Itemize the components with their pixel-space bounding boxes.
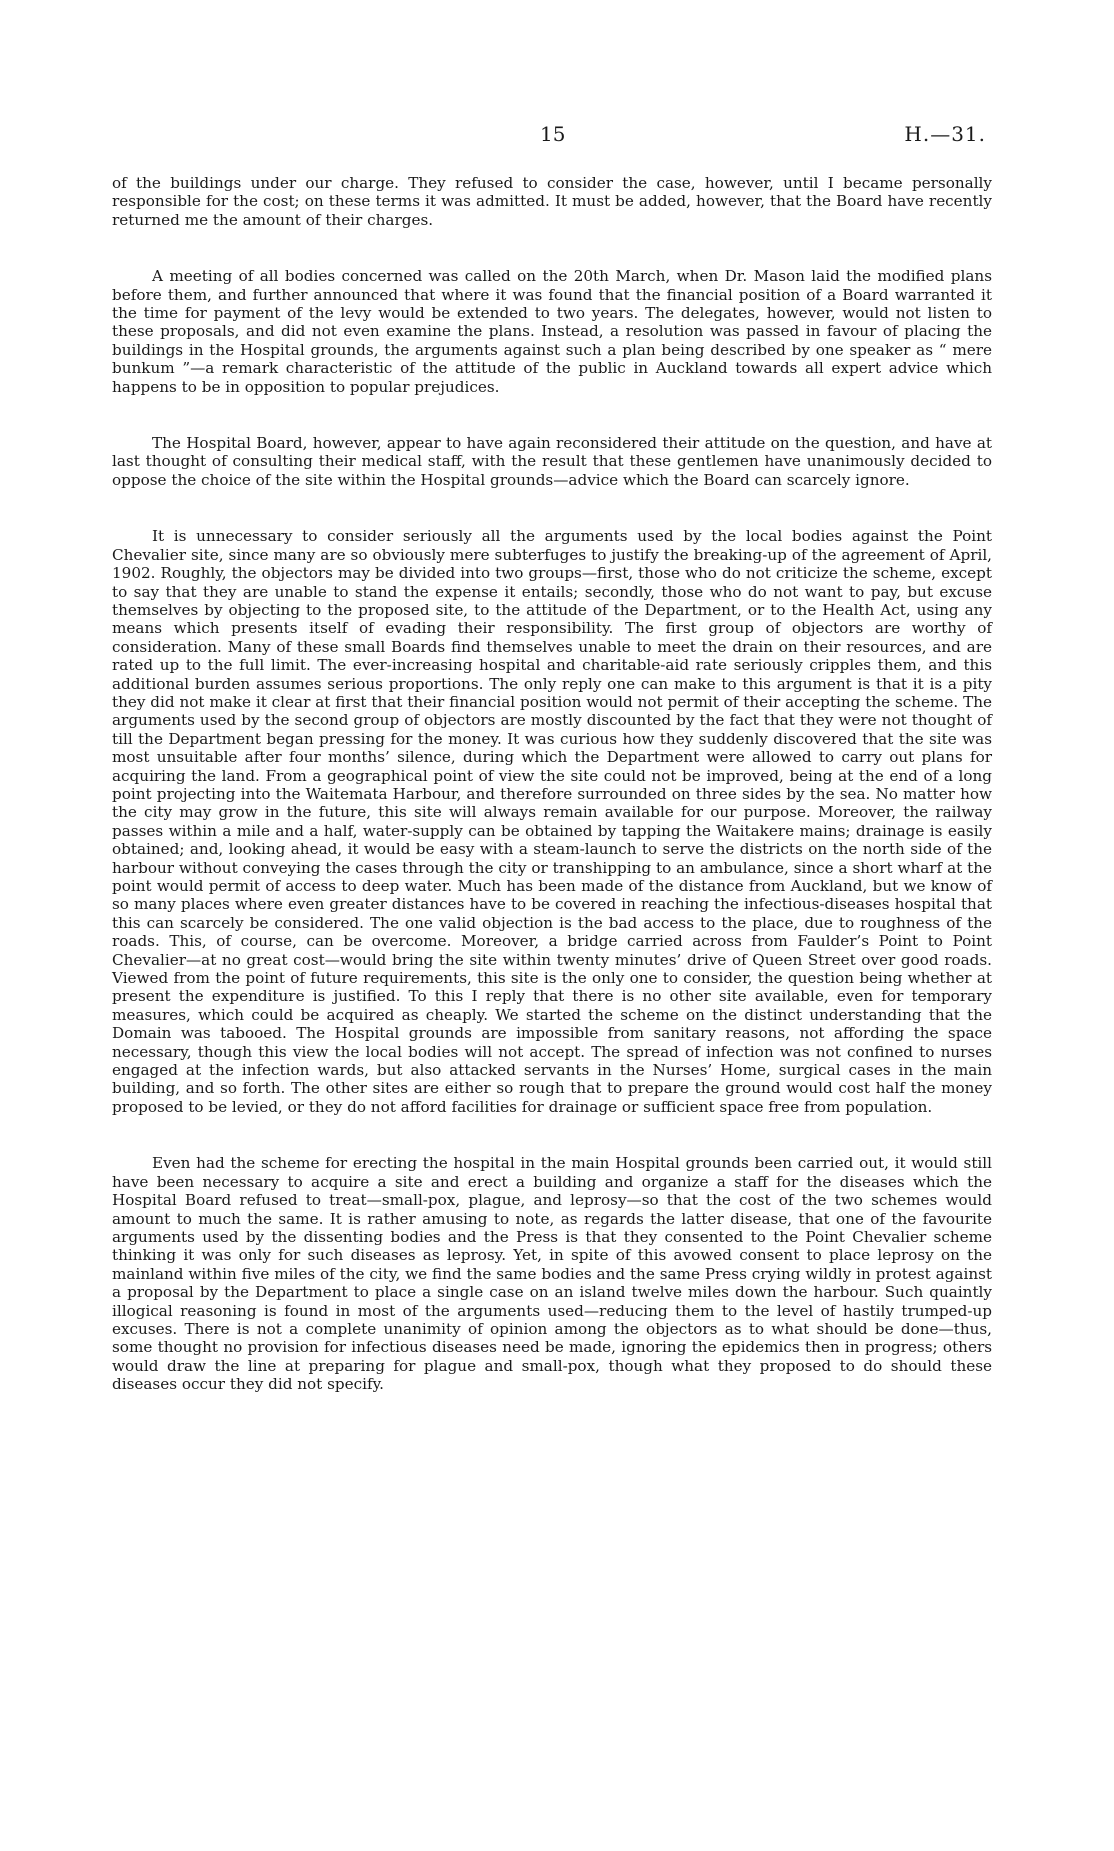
page-header bbox=[0, 122, 1114, 152]
paragraph-hospital-board: The Hospital Board, however, appear to have again reconsidered their attitude on the question, and have at last thought of consulting their medical staff, with the result that these gentlemen have unanimously decided to oppose the choice of the site within the Hospital grounds—advice which the Board can scarcely ignore. bbox=[112, 434, 992, 489]
document-reference: H.—31. bbox=[904, 122, 986, 146]
paragraph-continuation: of the buildings under our charge. They refused to consider the case, however, until I became personally responsible for the cost; on these terms it was admitted. It must be added, however, that the Board have recently returned me the amount of their charges. bbox=[112, 174, 992, 229]
paragraph-scheme-comparison: Even had the scheme for erecting the hospital in the main Hospital grounds been carried out, it would still have been necessary to acquire a site and erect a building and organize a staff for the diseases which the Hospital Board refused to treat—small-pox, plague, and leprosy—so that the cost of the two schemes would amount to much the same. It is rather amusing to note, as regards the latter disease, that one of the favourite arguments used by the dissenting bodies and the Press is that they consented to the Point Chevalier scheme thinking it was only for such diseases as leprosy. Yet, in spite of this avowed consent to place leprosy on the mainland within five miles of the city, we find the same bodies and the same Press crying wildly in protest against a proposal by the Department to place a single case on an island twelve miles down the harbour. Such quaintly illogical reasoning is found in most of the arguments used—reducing them to the level of hastily trumped-up excuses. There is not a complete unanimity of opinion among the objectors as to what should be done—thus, some thought no provision for infectious diseases need be made, ignoring the epidemics then in progress; others would draw the line at preparing for plague and small-pox, though what they proposed to do should these diseases occur they did not specify. bbox=[112, 1154, 992, 1394]
document-body bbox=[112, 174, 992, 1394]
paragraph-objections: It is unnecessary to consider seriously all the arguments used by the local bodies against the Point Chevalier site, since many are so obviously mere subterfuges to justify the breaking-up of the agreement of April, 1902. Roughly, the objectors may be divided into two groups—first, those who do not criticize the scheme, except to say that they are unable to stand the expense it entails; secondly, those who do not want to pay, but excuse themselves by objecting to the proposed site, to the attitude of the Department, or to the Health Act, using any means which presents itself of evading their responsibility. The first group of objectors are worthy of consideration. Many of these small Boards find themselves unable to meet the drain on their resources, and are rated up to the full limit. The ever-increasing hospital and charitable-aid rate seriously cripples them, and this additional burden assumes serious proportions. The only reply one can make to this argument is that it is a pity they did not make it clear at first that their financial position would not permit of their accepting the scheme. The arguments used by the second group of objectors are mostly discounted by the fact that they were not thought of till the Department began pressing for the money. It was curious how they suddenly discovered that the site was most unsuitable after four months’ silence, during which the Department were allowed to carry out plans for acquiring the land. From a geographical point of view the site could not be improved, being at the end of a long point projecting into the Waitemata Harbour, and therefore surrounded on three sides by the sea. No matter how the city may grow in the future, this site will always remain available for our purpose. Moreover, the railway passes within a mile and a half, water-supply can be obtained by tapping the Waitakere mains; drainage is easily obtained; and, looking ahead, it would be easy with a steam-launch to serve the districts on the north side of the harbour without conveying the cases through the city or transhipping to an ambulance, since a short wharf at the point would permit of access to deep water. Much has been made of the distance from Auckland, but we know of so many places where even greater distances have to be covered in reaching the infectious-diseases hospital that this can scarcely be considered. The one valid objection is the bad access to the place, due to roughness of the roads. This, of course, can be overcome. Moreover, a bridge carried across from Faulder’s Point to Point Chevalier—at no great cost—would bring the site within twenty minutes’ drive of Queen Street over good roads. Viewed from the point of future requirements, this site is the only one to consider, the question being whether at present the expenditure is justified. To this I reply that there is no other site available, even for temporary measures, which could be acquired as cheaply. We started the scheme on the distinct understanding that the Domain was tabooed. The Hospital grounds are impossible from sanitary reasons, not affording the space necessary, though this view the local bodies will not accept. The spread of infection was not confined to nurses engaged at the infection wards, but also attacked servants in the Nurses’ Home, surgical cases in the main building, and so forth. The other sites are either so rough that to prepare the ground would cost half the money proposed to be levied, or they do not afford facilities for drainage or sufficient space free from population. bbox=[112, 527, 992, 1116]
page-number: 15 bbox=[540, 122, 566, 146]
paragraph-meeting: A meeting of all bodies concerned was called on the 20th March, when Dr. Mason laid the modified plans before them, and further announced that where it was found that the financial position of a Board warranted it the time for payment of the levy would be extended to two years. The delegates, however, would not listen to these proposals, and did not even examine the plans. Instead, a resolution was passed in favour of placing the buildings in the Hospital grounds, the arguments against such a plan being described by one speaker as “ mere bunkum ”—a remark characteristic of the attitude of the public in Auckland towards all expert advice which happens to be in opposition to popular prejudices. bbox=[112, 267, 992, 396]
